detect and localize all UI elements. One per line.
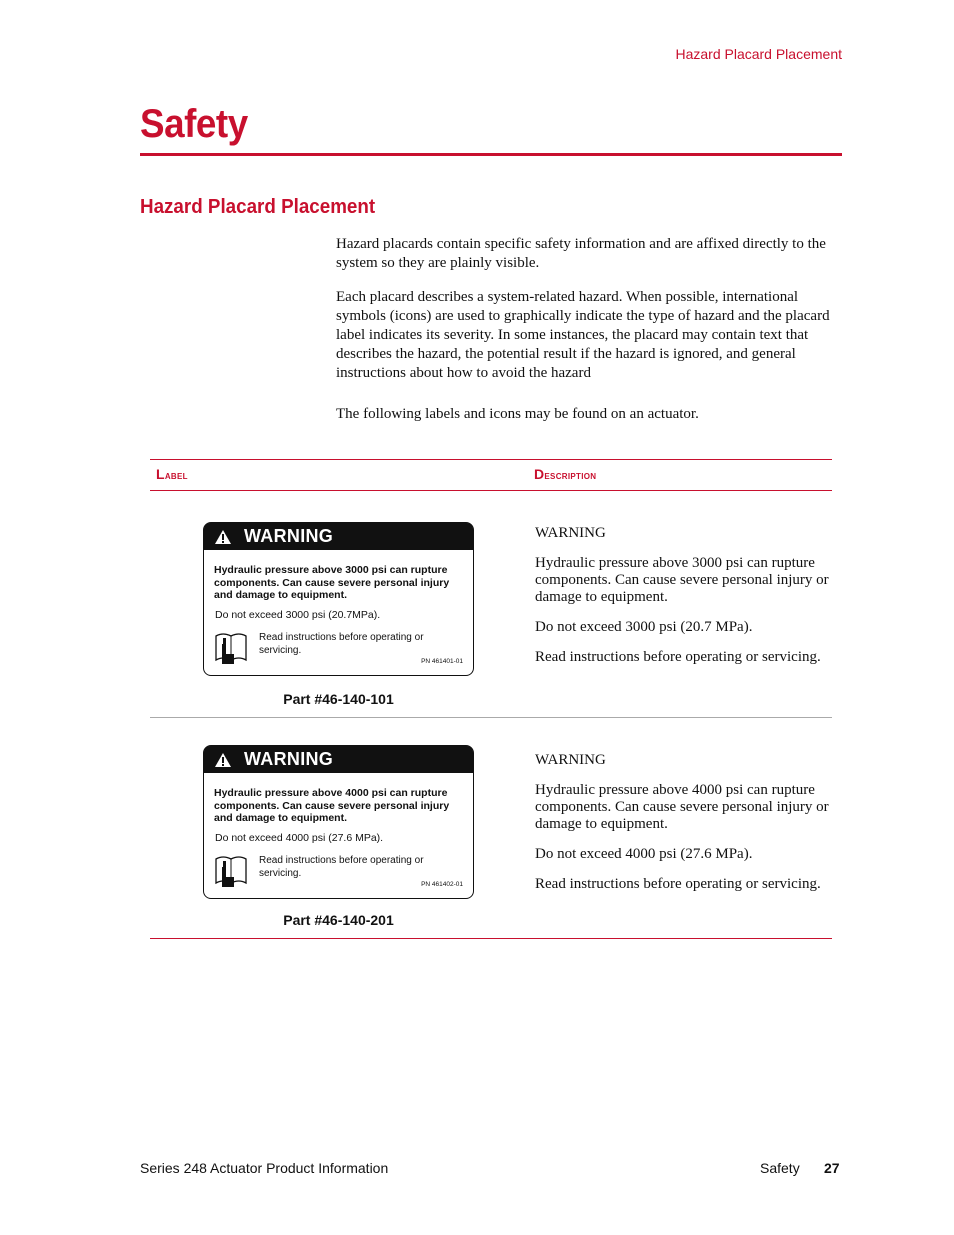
footer-doc-title: Series 248 Actuator Product Information: [140, 1160, 389, 1176]
title-rule: [140, 153, 842, 156]
description-cell: [535, 525, 835, 679]
description-hazard: Hydraulic pressure above 3000 psi can rupture components. Can cause severe personal injury or damage to equipment.: [535, 555, 829, 605]
chapter-title: Safety: [140, 102, 248, 146]
intro-paragraph-2: Each placard describes a system-related hazard. When possible, international symbols (icons) are used to graphically indicate the type of hazard and the placard label indicates its severity. In some instances, the placard may contain text that describes the hazard, the potential result if the hazard is ignored, and general instructions about how to avoid the hazard: [336, 289, 830, 381]
description-title: WARNING: [535, 525, 606, 541]
table-bottom-rule: [150, 938, 832, 939]
part-number: Part #46-140-101: [283, 691, 394, 707]
placard-header: [204, 746, 473, 773]
warning-placard: [203, 522, 474, 676]
warning-triangle-icon: [214, 529, 232, 545]
description-limit: Do not exceed 3000 psi (20.7 MPa).: [535, 619, 753, 635]
placard-heading: WARNING: [244, 526, 334, 546]
read-manual-icon: [214, 853, 248, 889]
placard-hazard-text: Hydraulic pressure above 4000 psi can rupture components. Can cause severe personal injury and damage to equipment.: [214, 787, 450, 824]
running-head: Hazard Placard Placement: [675, 46, 842, 62]
description-cell: [535, 752, 835, 906]
column-header-label: Label: [156, 466, 188, 482]
placard-hazard-text: Hydraulic pressure above 3000 psi can rupture components. Can cause severe personal injury and damage to equipment.: [214, 564, 450, 601]
warning-triangle-icon: [214, 752, 232, 768]
description-read: Read instructions before operating or servicing.: [535, 649, 821, 665]
placard-limit-text: Do not exceed 4000 psi (27.6 MPa).: [215, 832, 384, 844]
description-limit: Do not exceed 4000 psi (27.6 MPa).: [535, 846, 753, 862]
description-title: WARNING: [535, 752, 606, 768]
placard-part-code: PN 461402-01: [421, 881, 463, 888]
placard-part-code: PN 461401-01: [421, 658, 463, 665]
table-header-rule: [150, 490, 832, 491]
warning-placard: [203, 745, 474, 899]
table-top-rule: [150, 459, 832, 460]
table-row-rule: [150, 717, 832, 718]
placard-limit-text: Do not exceed 3000 psi (20.7MPa).: [215, 609, 381, 621]
placard-header: [204, 523, 473, 550]
footer-section: Safety: [760, 1160, 800, 1176]
placard-heading: WARNING: [244, 749, 334, 769]
read-manual-icon: [214, 630, 248, 666]
intro-paragraph-3: The following labels and icons may be found on an actuator.: [336, 406, 699, 422]
description-hazard: Hydraulic pressure above 4000 psi can rupture components. Can cause severe personal injury or damage to equipment.: [535, 782, 829, 832]
placard-read-text: Read instructions before operating or servicing.: [259, 855, 424, 879]
column-header-description: Description: [534, 466, 597, 482]
intro-paragraph-1: Hazard placards contain specific safety information and are affixed directly to the system so they are plainly visible.: [336, 236, 826, 271]
section-title: Hazard Placard Placement: [140, 196, 376, 218]
placard-read-text: Read instructions before operating or servicing.: [259, 632, 424, 656]
description-read: Read instructions before operating or servicing.: [535, 876, 821, 892]
part-number: Part #46-140-201: [283, 912, 394, 928]
page-number: 27: [824, 1160, 840, 1176]
